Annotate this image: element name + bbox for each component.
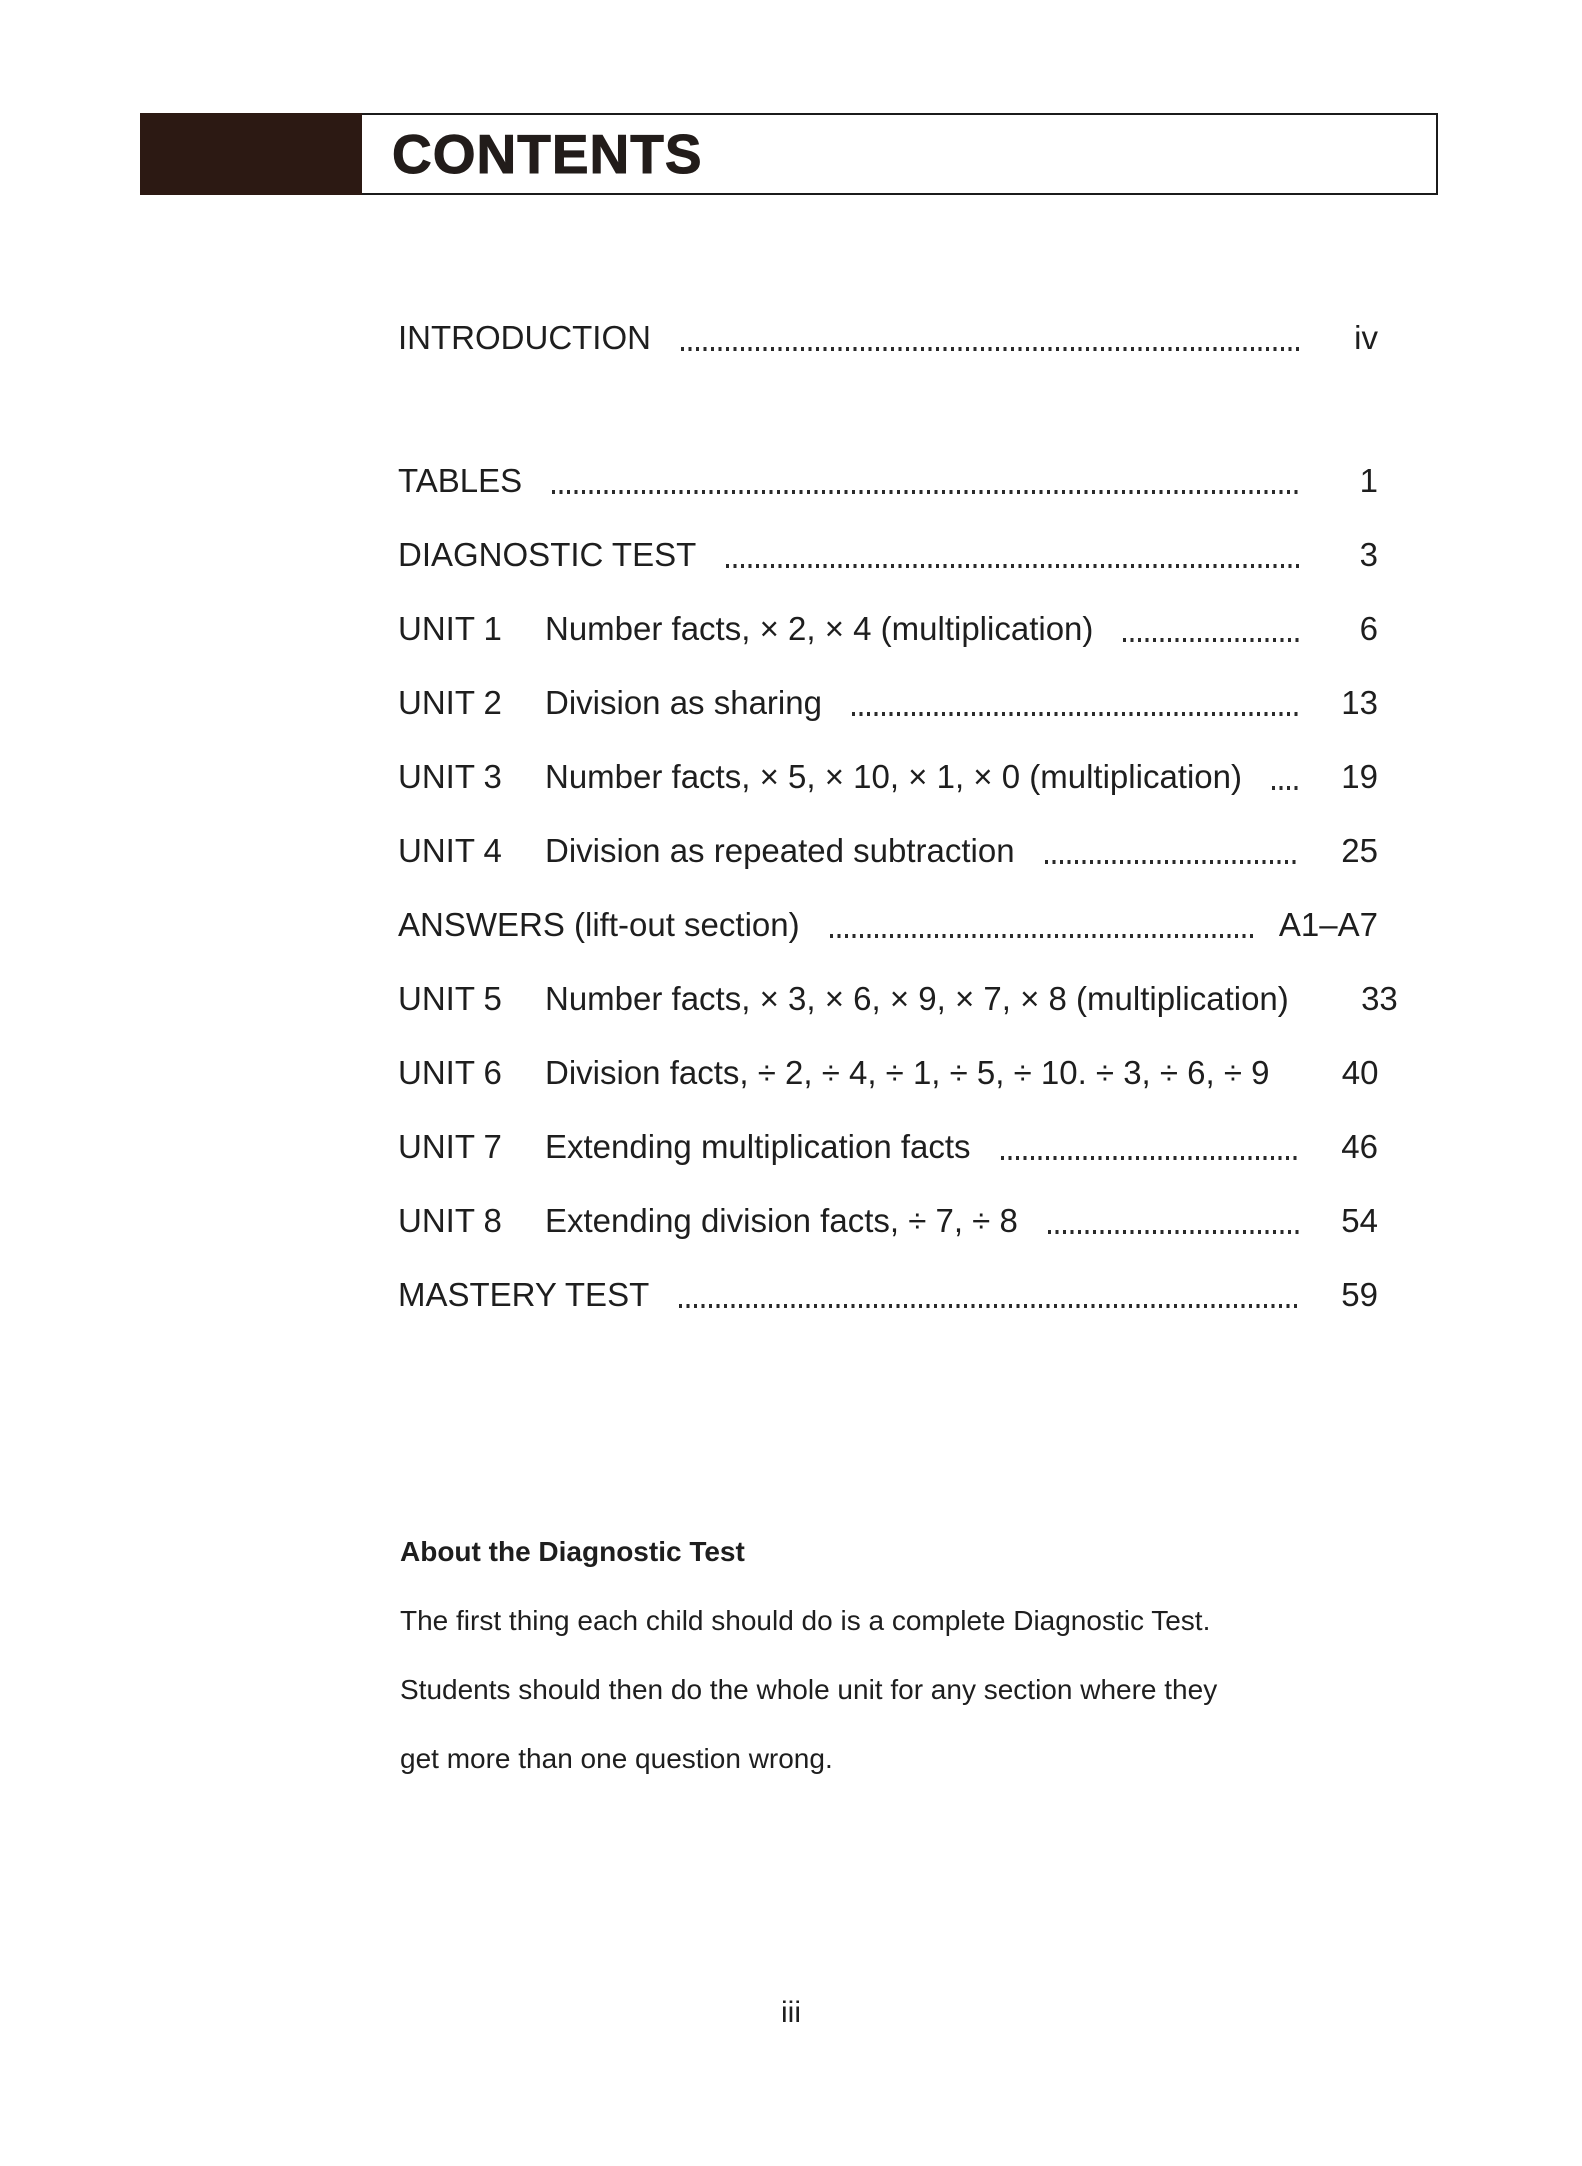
- diagnostic-note: [400, 1517, 1217, 1793]
- dotted-leader: [852, 712, 1299, 716]
- toc-entry-title: ANSWERS (lift-out section): [398, 906, 800, 943]
- toc-entry-title: DIAGNOSTIC TEST: [398, 536, 697, 573]
- toc-entry-page-number: 6: [1359, 610, 1378, 647]
- toc-entry-unit-label: UNIT 8: [398, 1202, 502, 1239]
- toc-entry: [398, 301, 1378, 375]
- toc-entry-unit-label: UNIT 3: [398, 758, 502, 795]
- toc-entry: [398, 814, 1378, 888]
- toc-entry-unit-label: UNIT 5: [398, 980, 502, 1017]
- toc-entry: [398, 518, 1378, 592]
- note-line: Students should then do the whole unit for any section where they: [400, 1674, 1218, 1705]
- toc-entry: [398, 888, 1378, 962]
- toc-entry-page-number: 3: [1359, 536, 1378, 573]
- toc-entry-unit-label: UNIT 1: [398, 610, 502, 647]
- folio-number: iii: [781, 1996, 801, 2029]
- dotted-leader: [1048, 1230, 1299, 1234]
- toc-entry-page-number: 13: [1341, 684, 1378, 721]
- dotted-leader: [1001, 1156, 1299, 1160]
- note-body: [400, 1586, 1217, 1793]
- toc-entry-title: Number facts, × 3, × 6, × 9, × 7, × 8 (multiplication): [545, 980, 1289, 1017]
- toc-entry-title: Number facts, × 2, × 4 (multiplication): [545, 610, 1094, 647]
- toc-entry-unit-label: UNIT 4: [398, 832, 502, 869]
- toc-entry-page-number: 59: [1341, 1276, 1378, 1313]
- dotted-leader: [1045, 860, 1299, 864]
- toc-entry-page-number: 46: [1341, 1128, 1378, 1165]
- toc-entry-title: Extending division facts, ÷ 7, ÷ 8: [545, 1202, 1018, 1239]
- toc-entry: [398, 444, 1378, 518]
- toc-entry-unit-label: UNIT 2: [398, 684, 502, 721]
- toc-entry-title: MASTERY TEST: [398, 1276, 650, 1313]
- toc-entry-page-number: 33: [1361, 980, 1398, 1017]
- toc-entry-page-number: iv: [1354, 319, 1378, 356]
- toc-entry-title: Division facts, ÷ 2, ÷ 4, ÷ 1, ÷ 5, ÷ 10. ÷ 3, ÷ 6, ÷ 9: [545, 1054, 1270, 1091]
- dotted-leader: [681, 347, 1299, 351]
- page-title: CONTENTS: [392, 123, 703, 185]
- toc-list: [398, 301, 1398, 1332]
- toc-entry-page-number: A1–A7: [1278, 906, 1378, 943]
- dotted-leader: [552, 490, 1299, 494]
- toc-entry: [398, 1036, 1378, 1110]
- toc-entry-unit-label: UNIT 7: [398, 1128, 502, 1165]
- page-footer: [0, 1996, 1582, 2030]
- toc-entry-page-number: 40: [1341, 1054, 1379, 1091]
- toc-entry-page-number: 19: [1341, 758, 1378, 795]
- toc-entry-title: Extending multiplication facts: [545, 1128, 971, 1165]
- toc-entry: [398, 1110, 1378, 1184]
- toc-entry-title: Division as sharing: [545, 684, 822, 721]
- dotted-leader: [1272, 786, 1299, 790]
- toc-entry-unit-label: UNIT 6: [398, 1054, 502, 1091]
- toc-entry-page-number: 1: [1359, 462, 1378, 499]
- note-heading: About the Diagnostic Test: [400, 1536, 745, 1567]
- toc-entry-title: Number facts, × 5, × 10, × 1, × 0 (multiplication): [545, 758, 1242, 795]
- toc-entry: [398, 962, 1398, 1036]
- toc-entry-title: Division as repeated subtraction: [545, 832, 1015, 869]
- dotted-leader: [1123, 638, 1299, 642]
- note-line: get more than one question wrong.: [400, 1743, 833, 1774]
- dotted-leader: [726, 564, 1299, 568]
- toc-entry-title: INTRODUCTION: [398, 319, 651, 356]
- dotted-leader: [830, 934, 1255, 938]
- page-header: [140, 113, 1438, 195]
- toc-entry-page-number: 25: [1341, 832, 1378, 869]
- note-line: The first thing each child should do is a complete Diagnostic Test.: [400, 1605, 1211, 1636]
- toc-entry-page-number: 54: [1341, 1202, 1378, 1239]
- toc-entry: [398, 1184, 1378, 1258]
- toc-entry: [398, 1258, 1378, 1332]
- header-title-box: [362, 113, 1438, 195]
- toc-entry: [398, 666, 1378, 740]
- toc-entry-title: TABLES: [398, 462, 523, 499]
- dotted-leader: [679, 1304, 1299, 1308]
- header-accent-block: [140, 113, 362, 195]
- toc-entry: [398, 592, 1378, 666]
- toc-entry: [398, 740, 1378, 814]
